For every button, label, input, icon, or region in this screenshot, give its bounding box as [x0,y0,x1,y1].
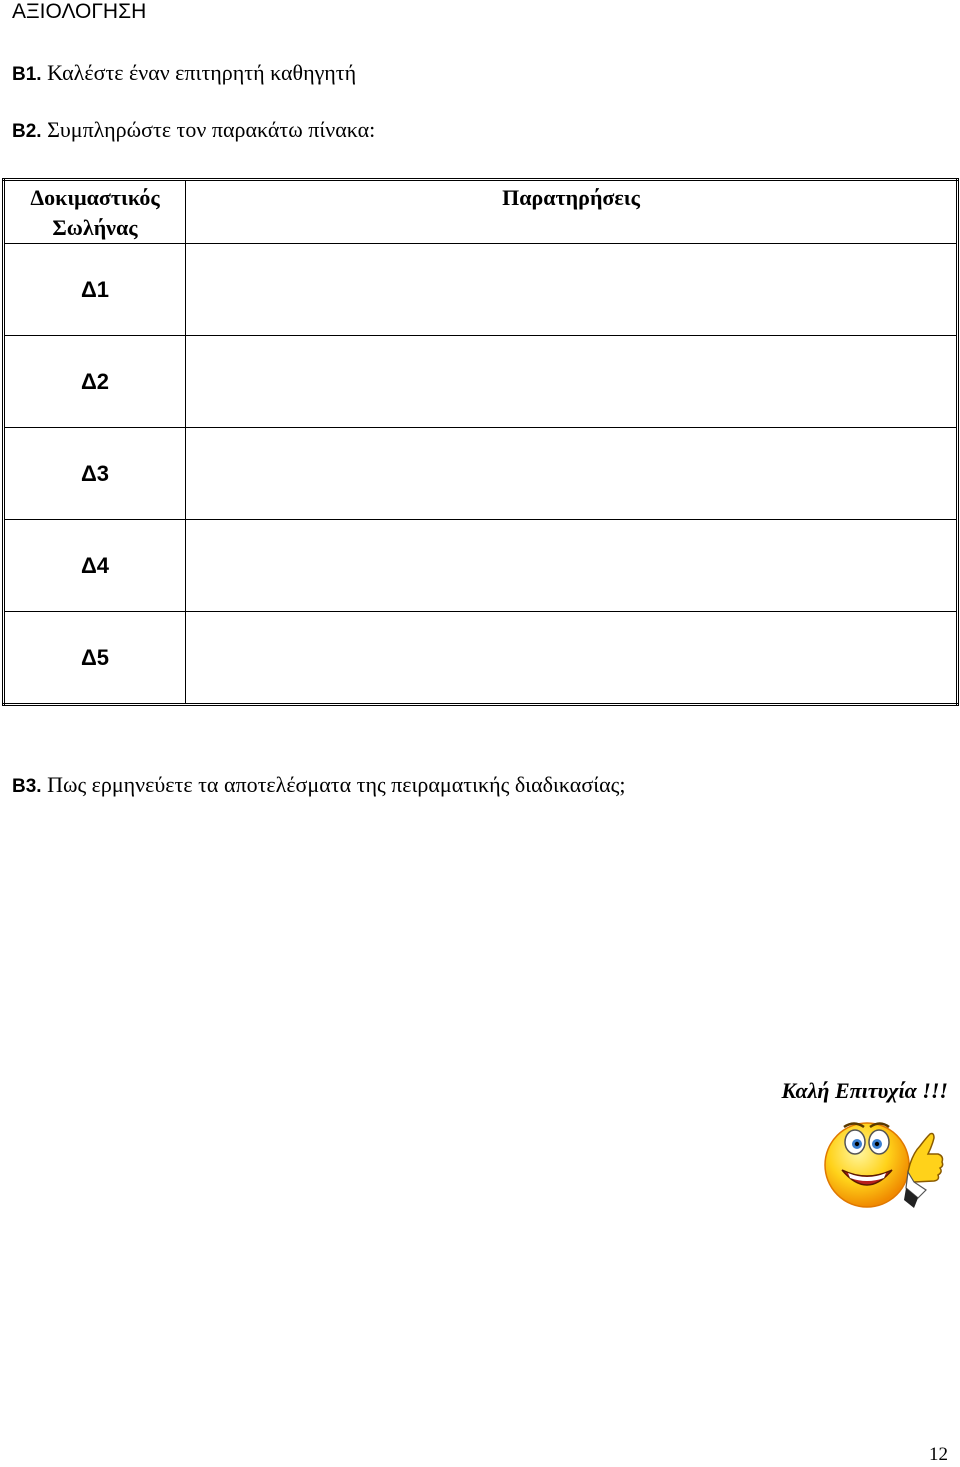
tube-label [4,520,186,612]
page-number: 12 [929,1444,948,1465]
tube-label-text: Δ2 [80,368,110,394]
table-header-row [4,180,958,244]
question-b2 [12,117,375,143]
table-row [4,520,958,612]
question-text: Πως ερμηνεύετε τα αποτελέσματα της πειραματικής διαδικασίας; [41,772,626,797]
page-heading: ΑΞΙΟΛΟΓΗΣΗ [12,0,147,23]
observation-cell[interactable] [186,336,958,428]
thumbs-up-smiley-icon [822,1112,947,1217]
question-text: Συμπληρώστε τον παρακάτω πίνακα: [41,117,376,142]
table-row [4,336,958,428]
observation-cell[interactable] [186,612,958,705]
observations-table [2,178,959,706]
header-test-tube: Δοκιμαστικός Σωλήνας [4,180,186,244]
tube-label-text: Δ5 [80,644,110,670]
good-luck-text: Καλή Επιτυχία !!! [781,1078,948,1103]
tube-label-text: Δ3 [80,460,110,486]
header-observations: Παρατηρήσεις [186,180,958,244]
table-row [4,244,958,336]
table-row [4,612,958,705]
question-b3 [12,772,625,798]
tube-label [4,612,186,705]
question-number: Β3. [12,776,42,797]
tube-label-text: Δ1 [80,276,110,302]
question-b1 [12,60,356,86]
observation-cell[interactable] [186,520,958,612]
tube-label [4,428,186,520]
question-number: Β1. [12,64,42,85]
tube-label [4,244,186,336]
table-row [4,428,958,520]
tube-label-text: Δ4 [80,552,110,578]
tube-label [4,336,186,428]
observation-cell[interactable] [186,244,958,336]
question-number: Β2. [12,121,42,142]
observation-cell[interactable] [186,428,958,520]
question-text: Καλέστε έναν επιτηρητή καθηγητή [41,60,357,85]
